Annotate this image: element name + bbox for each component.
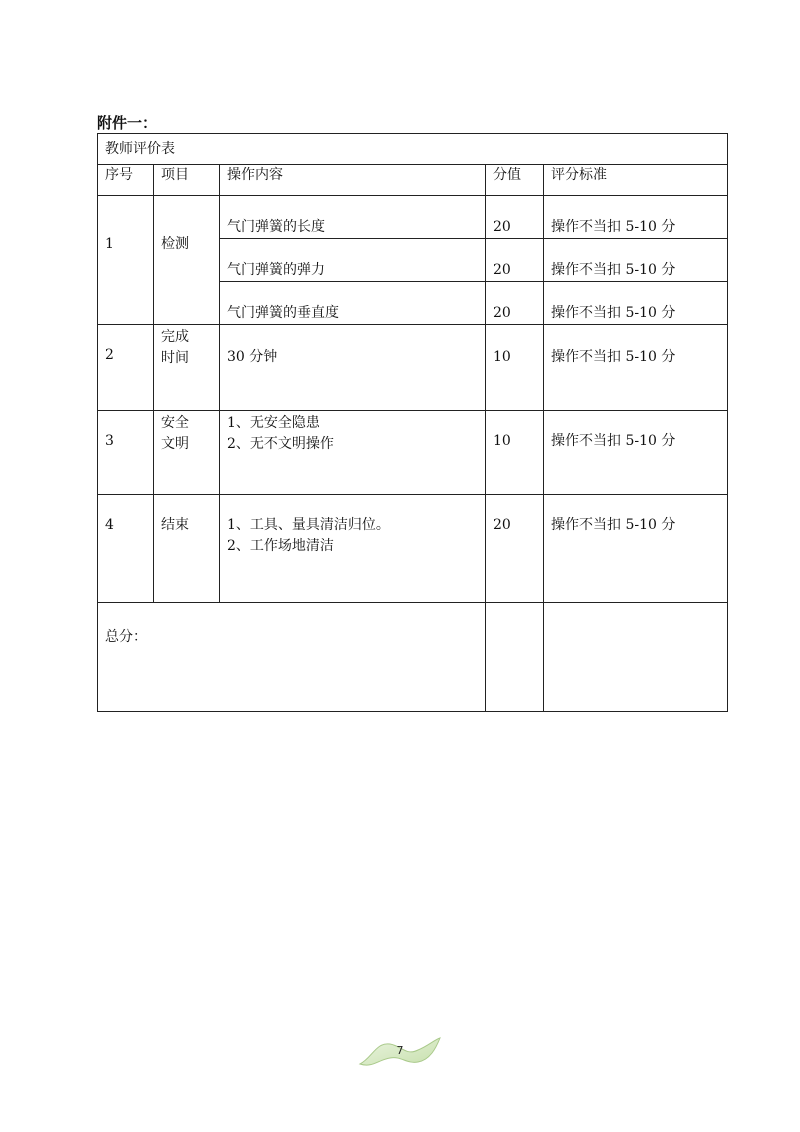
row-1-score-1: 20: [486, 196, 544, 239]
row-1-content-3: 气门弹簧的垂直度: [220, 282, 486, 325]
row-4-content-line-1: 1、工具、量具清洁归位。: [227, 517, 390, 533]
row-2-item-line-1: 完成: [161, 329, 189, 345]
table-row: [98, 411, 728, 495]
row-1-score-2: 20: [486, 239, 544, 282]
row-4-content: [220, 495, 486, 603]
row-1-criteria-1: 操作不当扣 5-10 分: [544, 196, 728, 239]
row-3-item-line-1: 安全: [161, 415, 189, 431]
row-3-no: 3: [98, 411, 154, 495]
row-3-content-line-1: 1、无安全隐患: [227, 415, 320, 431]
header-score: 分值: [486, 165, 544, 196]
annex-title: 附件一：: [97, 114, 158, 132]
row-2-item: [154, 325, 220, 411]
row-1-item: 检测: [154, 196, 220, 325]
row-1-criteria-2: 操作不当扣 5-10 分: [544, 239, 728, 282]
row-4-content-line-2: 2、工作场地清洁: [227, 538, 334, 554]
row-2-no: 2: [98, 325, 154, 411]
row-4-score: 20: [486, 495, 544, 603]
total-row: [98, 603, 728, 712]
row-2-item-line-2: 时间: [161, 350, 189, 366]
total-label: 总分：: [98, 603, 486, 712]
row-3-content: [220, 411, 486, 495]
row-2-content: 30 分钟: [220, 325, 486, 411]
row-1-score-3: 20: [486, 282, 544, 325]
total-criteria-cell: [544, 603, 728, 712]
teacher-evaluation-table: [97, 133, 728, 712]
header-criteria: 评分标准: [544, 165, 728, 196]
row-1-content-2: 气门弹簧的弹力: [220, 239, 486, 282]
table-header-row: [98, 165, 728, 196]
table-row: [98, 325, 728, 411]
header-item: 项目: [154, 165, 220, 196]
row-3-score: 10: [486, 411, 544, 495]
table-row: [98, 495, 728, 603]
row-2-score: 10: [486, 325, 544, 411]
row-1-no: 1: [98, 196, 154, 325]
row-2-criteria: 操作不当扣 5-10 分: [544, 325, 728, 411]
row-1-content-1: 气门弹簧的长度: [220, 196, 486, 239]
row-3-item-line-2: 文明: [161, 436, 189, 452]
row-3-criteria: 操作不当扣 5-10 分: [544, 411, 728, 495]
page-number: 7: [396, 1044, 404, 1057]
total-score-cell: [486, 603, 544, 712]
table-row: [98, 196, 728, 239]
row-1-criteria-3: 操作不当扣 5-10 分: [544, 282, 728, 325]
row-4-criteria: 操作不当扣 5-10 分: [544, 495, 728, 603]
row-3-content-line-2: 2、无不文明操作: [227, 436, 334, 452]
row-3-item: [154, 411, 220, 495]
row-4-item: 结束: [154, 495, 220, 603]
table-caption: 教师评价表: [98, 134, 728, 165]
header-content: 操作内容: [220, 165, 486, 196]
row-4-no: 4: [98, 495, 154, 603]
header-no: 序号: [98, 165, 154, 196]
page-number-badge: [358, 1036, 442, 1070]
